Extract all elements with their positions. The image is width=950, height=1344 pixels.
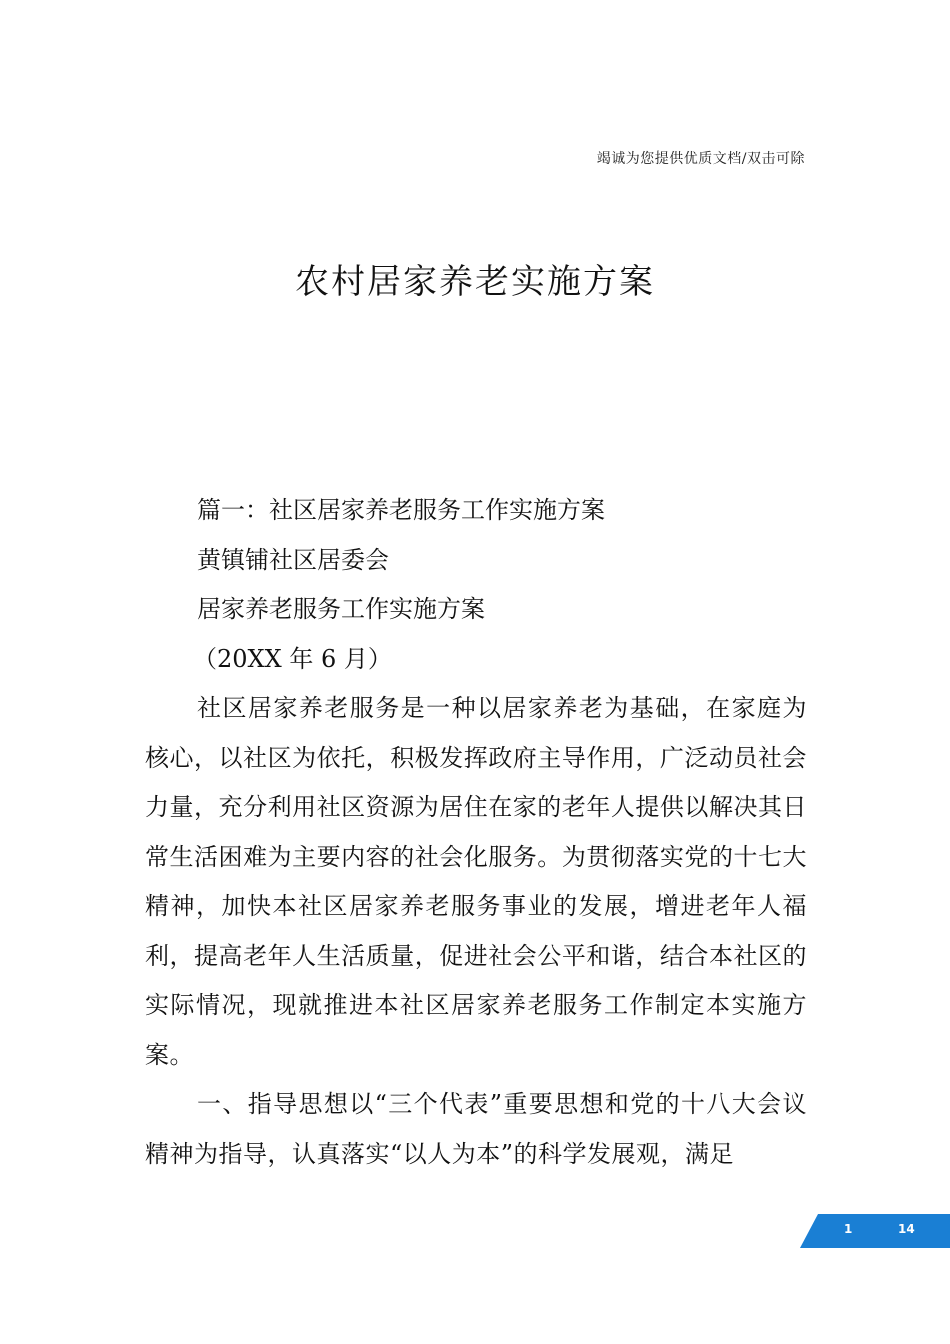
body-paragraph: 一、指导思想以“三个代表”重要思想和党的十八大会议精神为指导，认真落实“以人为本”的科学发展观，满足	[145, 1090, 807, 1168]
page-total: 14	[898, 1222, 915, 1236]
document-title: 农村居家养老实施方案	[295, 262, 655, 302]
document-body	[145, 486, 807, 1179]
page-number: 1	[844, 1222, 853, 1236]
organization-name: 黄镇铺社区居委会	[197, 545, 389, 574]
page-badge-shape	[800, 1214, 950, 1248]
header-note: 竭诚为您提供优质文档/双击可除	[596, 151, 805, 167]
plan-date: （20XX 年 6 月）	[193, 644, 392, 673]
plan-subtitle: 居家养老服务工作实施方案	[197, 595, 485, 623]
section-heading: 篇一：社区居家养老服务工作实施方案	[197, 496, 605, 524]
page-number-badge	[800, 1214, 950, 1248]
body-paragraph: 社区居家养老服务是一种以居家养老为基础，在家庭为核心，以社区为依托，积极发挥政府主导作用，广泛动员社会力量，充分利用社区资源为居住在家的老年人提供以解决其日常生活困难为主要内容的社会化服务。为贯彻落实党的十七大精神，加快本社区居家养老服务事业的发展，增进老年人福利，提高老年人生活质量，促进社会公平和谐，结合本社区的实际情况，现就推进本社区居家养老服务工作制定本实施方案。	[145, 694, 807, 1069]
